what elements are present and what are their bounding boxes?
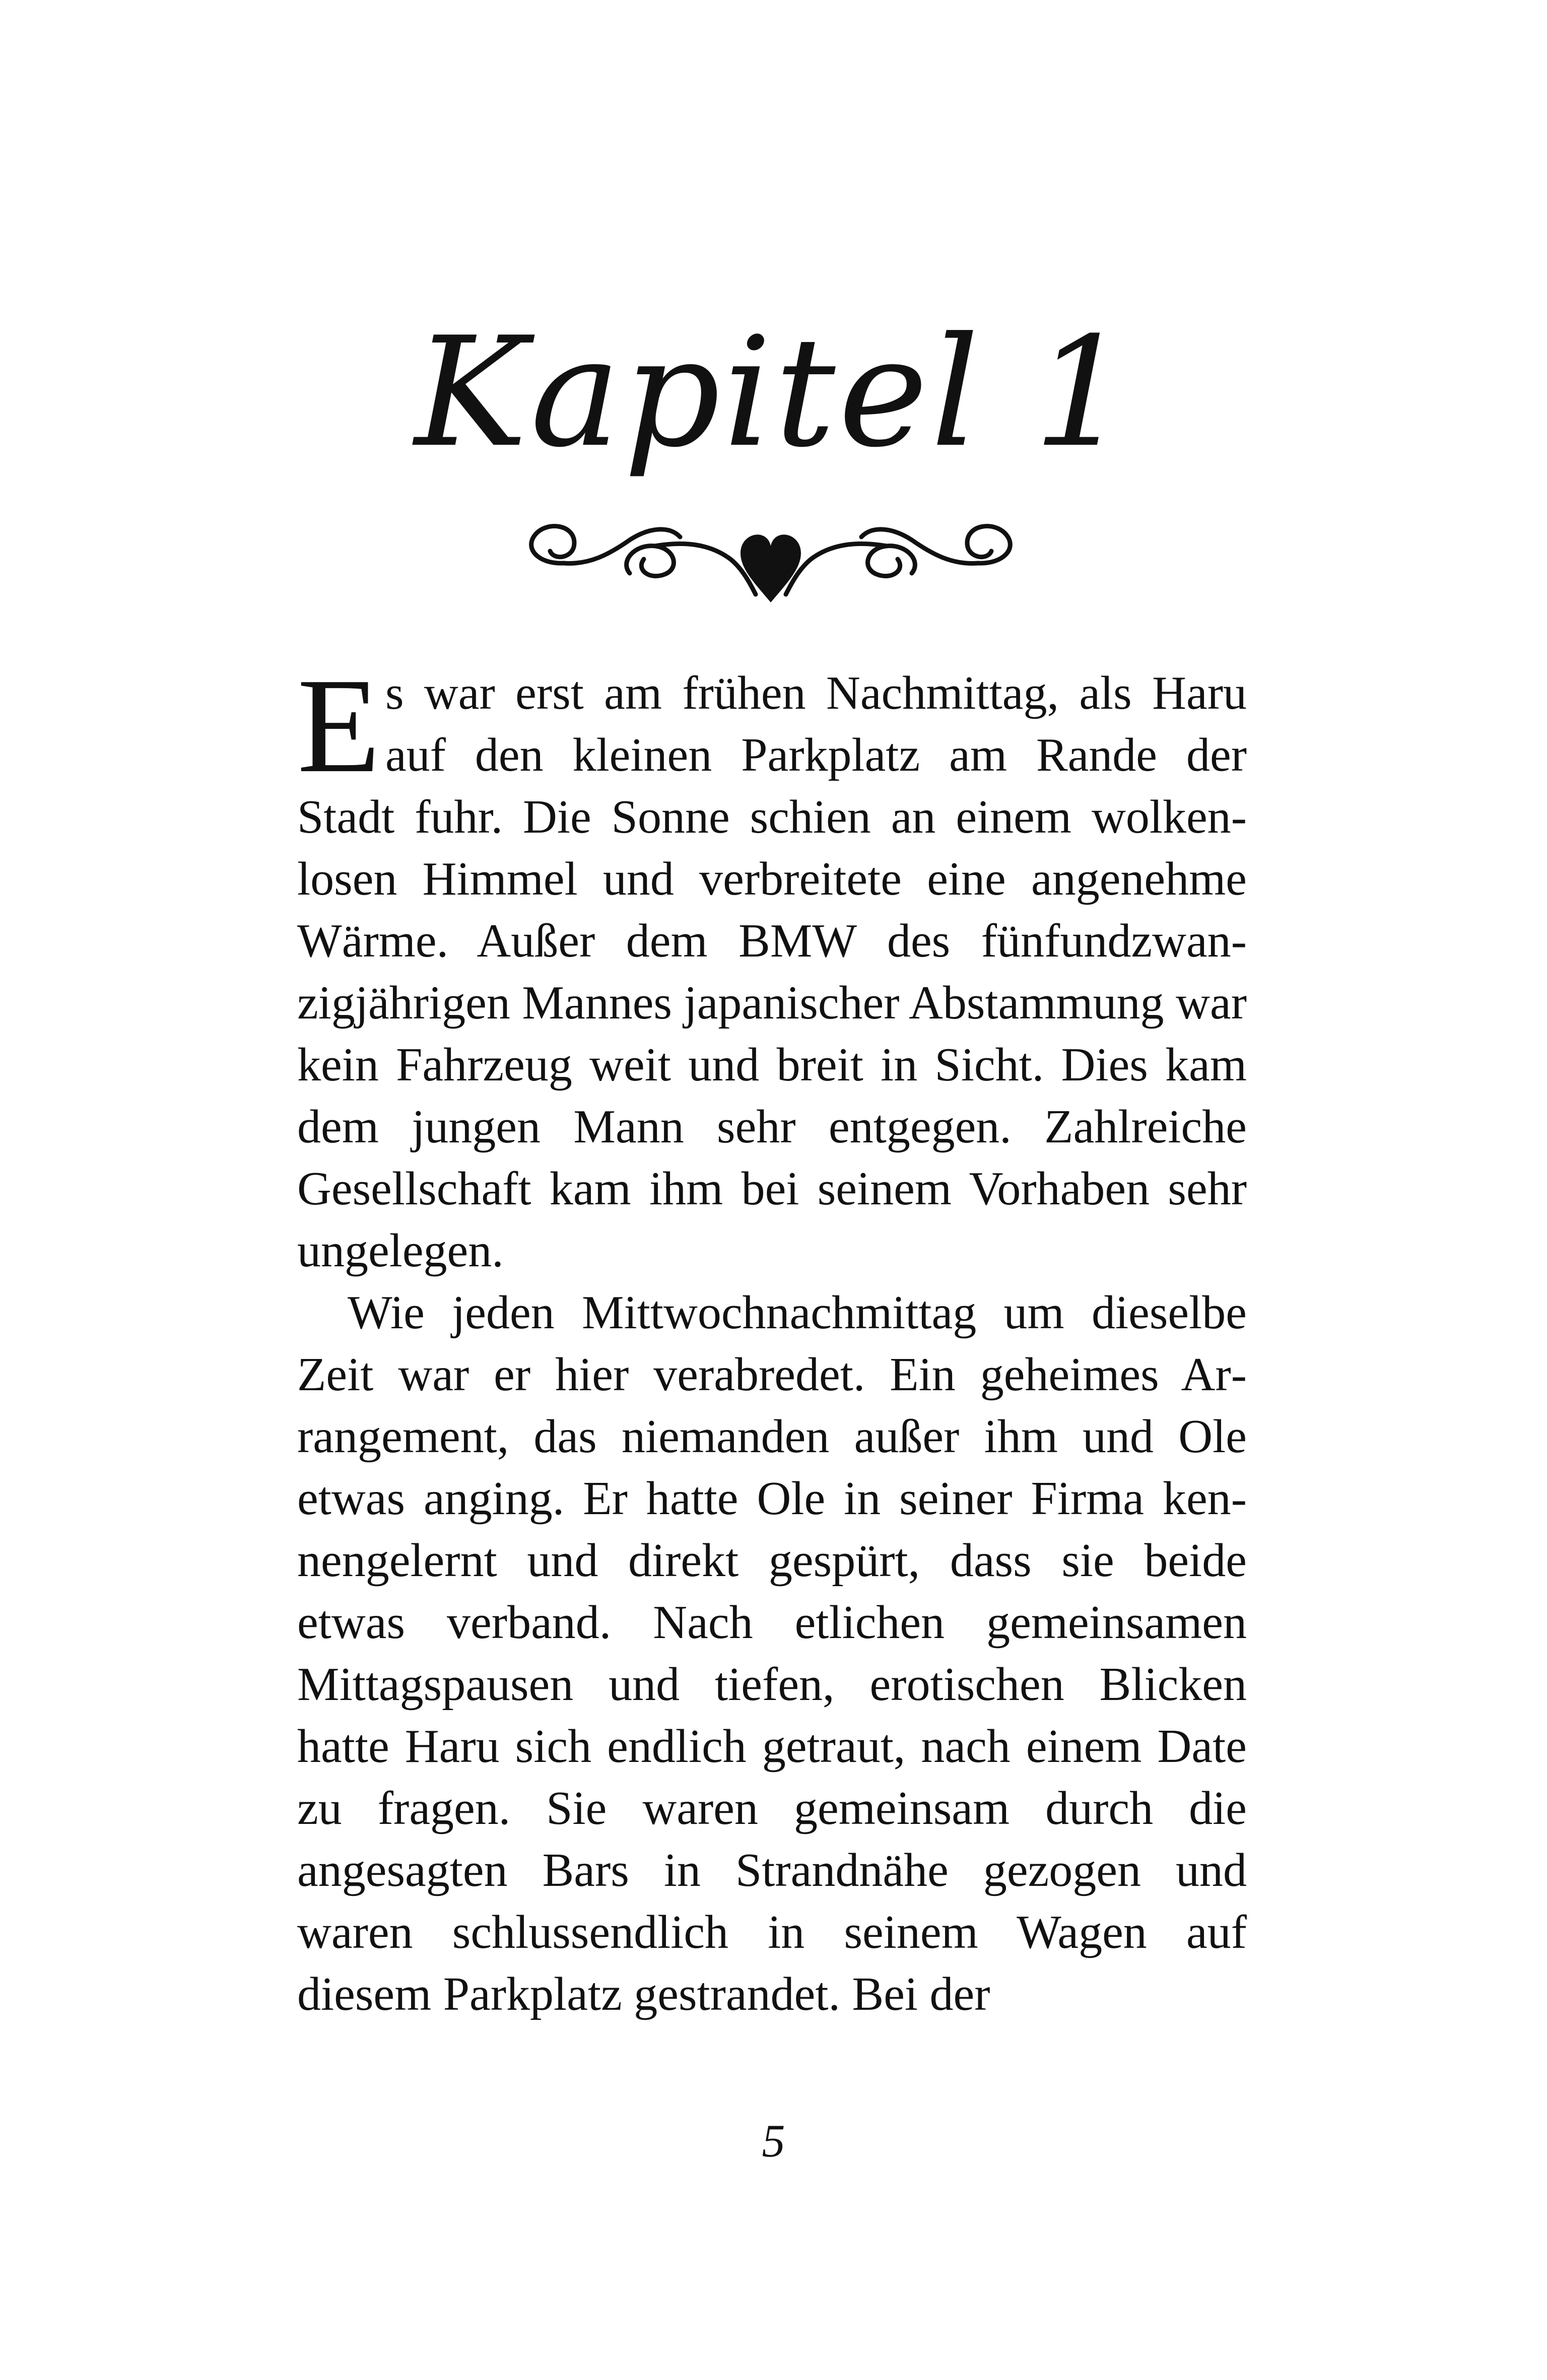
chapter-title: Kapitel 1 xyxy=(414,305,1133,481)
page-number: 5 xyxy=(762,2115,785,2166)
paragraph-2-text: Wie jeden Mittwochnachmittag um dieselbe Zeit war er hier verabredet. Ein geheimes Arrangement, das niemanden außer ihm und Ole etwas anging. Er hatte Ole in seiner Firma kennengelernt und direkt gespürt, dass sie beide etwas verband. Nach etlichen gemeinsamen Mittagspausen und tiefen, erotischen Blicken hatte Haru sich endlich getraut, nach einem Date zu fragen. Sie waren gemeinsam durch die angesagten Bars in Strandnähe gezogen und waren schlussendlich in seinem Wagen auf diesem Parkplatz gestrandet. Bei der xyxy=(297,1286,1247,2020)
paragraph-1-text: s war erst am frühen Nachmittag, als Haru auf den kleinen Parkplatz am Rande der Stadt fuhr. Die Sonne schien an einem wolkenlosen Himmel und verbreitete eine angenehme Wärme. Außer dem BMW des fünfundzwanzigjährigen Mannes japanischer Abstammung war kein Fahrzeug weit und breit in Sicht. Dies kam dem jungen Mann sehr entgegen. Zahlreiche Gesellschaft kam ihm bei seinem Vorhaben sehr ungelegen. xyxy=(297,667,1247,1277)
heart-icon xyxy=(741,534,801,602)
drop-cap: E xyxy=(297,650,380,801)
paragraph-2 xyxy=(297,1282,1247,2025)
chapter-body xyxy=(297,650,1247,2025)
paragraph-1 xyxy=(297,650,1247,1282)
heart-flourish-divider-icon xyxy=(504,509,1038,609)
